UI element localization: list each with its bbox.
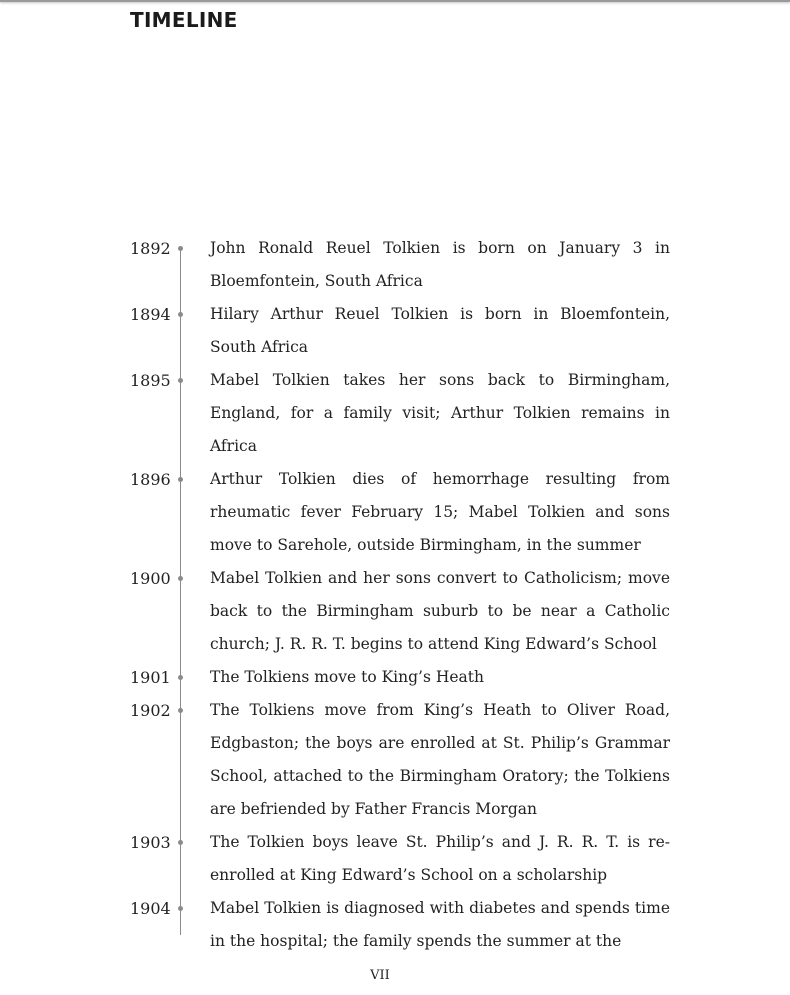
timeline-year: 1902 (130, 701, 171, 720)
timeline-event: Arthur Tolkien dies of hemorrhage resulting from rheumatic fever February 15; Mabel Tolkien and sons move to Sarehole, outside Birmingham, in the summer (210, 470, 670, 554)
timeline-event: Hilary Arthur Reuel Tolkien is born in Bloemfontein, South Africa (210, 305, 670, 356)
timeline-event: The Tolkien boys leave St. Philip’s and J. R. R. T. is re-enrolled at King Edward’s School on a scholarship (210, 833, 670, 884)
timeline-event: Mabel Tolkien is diagnosed with diabetes and spends time in the hospital; the family spends the summer at the (210, 899, 670, 950)
timeline (0, 232, 790, 958)
timeline-event: Mabel Tolkien and her sons convert to Catholicism; move back to the Birmingham suburb to be near a Catholic church; J. R. R. T. begins to attend King Edward’s School (210, 569, 670, 653)
timeline-entry (0, 562, 790, 661)
timeline-tick (178, 906, 183, 911)
timeline-year: 1892 (130, 239, 171, 258)
timeline-entry (0, 364, 790, 463)
timeline-entry (0, 826, 790, 892)
timeline-entry (0, 892, 790, 958)
timeline-tick (178, 378, 183, 383)
timeline-year: 1896 (130, 470, 171, 489)
timeline-tick (178, 477, 183, 482)
timeline-year: 1901 (130, 668, 171, 687)
timeline-entry (0, 463, 790, 562)
page-title: TIMELINE (130, 8, 238, 32)
timeline-year: 1904 (130, 899, 171, 918)
timeline-year: 1900 (130, 569, 171, 588)
timeline-tick (178, 246, 183, 251)
timeline-tick (178, 576, 183, 581)
top-rule (0, 0, 790, 2)
timeline-entry (0, 232, 790, 298)
timeline-tick (178, 708, 183, 713)
timeline-entry (0, 661, 790, 694)
timeline-year: 1903 (130, 833, 171, 852)
timeline-tick (178, 312, 183, 317)
timeline-entry (0, 298, 790, 364)
timeline-event: The Tolkiens move from King’s Heath to Oliver Road, Edgbaston; the boys are enrolled at St. Philip’s Grammar School, attached to the Birmingham Oratory; the Tolkiens are befriended by Father Francis Morgan (210, 701, 670, 818)
timeline-event: John Ronald Reuel Tolkien is born on January 3 in Bloemfontein, South Africa (210, 239, 670, 290)
timeline-event: Mabel Tolkien takes her sons back to Birmingham, England, for a family visit; Arthur Tolkien remains in Africa (210, 371, 670, 455)
timeline-tick (178, 675, 183, 680)
timeline-year: 1895 (130, 371, 171, 390)
timeline-entry (0, 694, 790, 826)
page-number: VII (370, 968, 390, 983)
timeline-tick (178, 840, 183, 845)
timeline-event: The Tolkiens move to King’s Heath (210, 668, 484, 686)
timeline-year: 1894 (130, 305, 171, 324)
